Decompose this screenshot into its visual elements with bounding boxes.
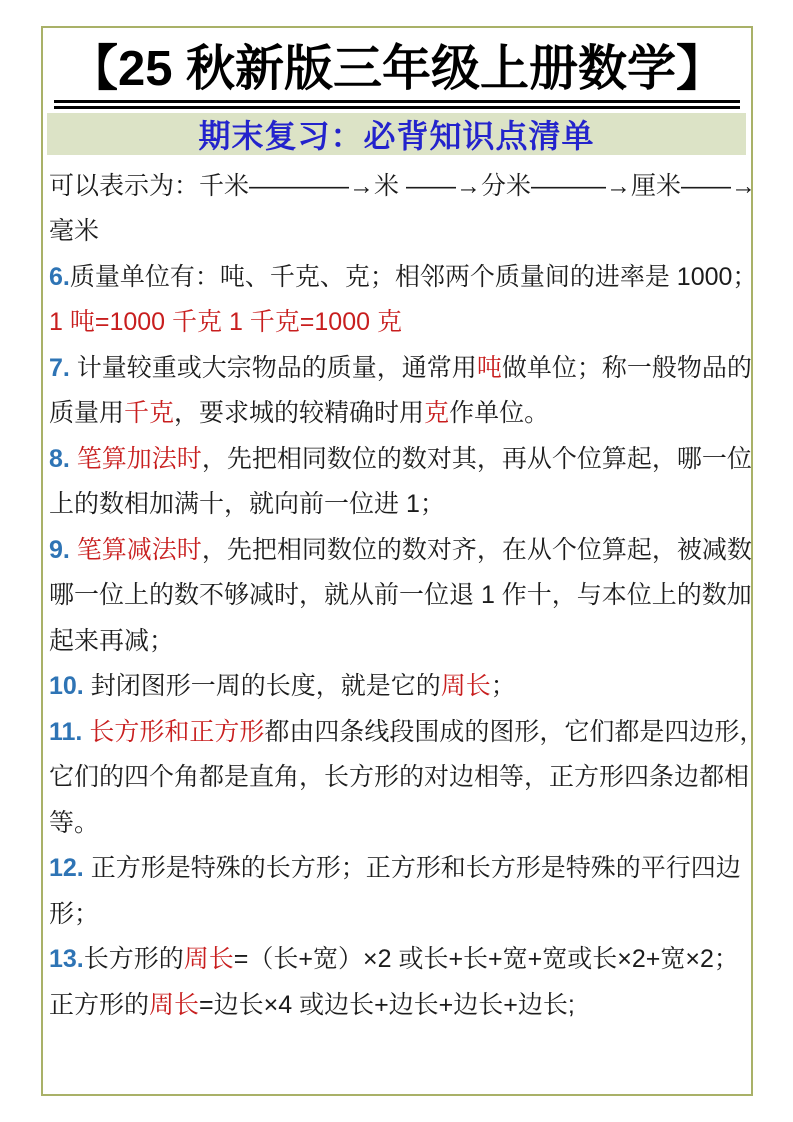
body-text-segment: =（长+宽）×2 或长+长+宽+宽或长×2+宽×2； <box>233 945 739 974</box>
body-text-segment: 形； <box>49 899 100 928</box>
text-line <box>49 755 750 801</box>
body-text-segment: 做单位；称一般物品的 <box>501 353 752 382</box>
body-text-segment: 可以表示为：千米————→米 ——→分米———→厘米——→ <box>49 171 756 200</box>
text-line <box>49 482 745 528</box>
knowledge-points-list <box>49 164 765 1029</box>
item-number: 8. <box>49 444 77 473</box>
body-text-segment: 起来再减； <box>49 626 175 655</box>
text-line <box>49 255 758 301</box>
body-text-segment: 长方形的 <box>83 945 184 974</box>
body-text-segment: 哪一位上的数不够减时，就从前一位退 1 作十，与本位上的数加 <box>49 581 752 610</box>
text-line <box>49 209 745 255</box>
highlight-text: 周长 <box>440 672 491 701</box>
body-text-segment: 上的数相加满十，就向前一位进 1； <box>49 490 445 519</box>
text-line <box>49 664 745 710</box>
highlight-text: 周长 <box>183 945 234 974</box>
body-text-segment: =边长×4 或边长+边长+边长+边长; <box>199 990 575 1019</box>
body-text-segment: 封闭图形一周的长度，就是它的 <box>90 672 441 701</box>
highlight-text: 笔算减法时 <box>76 535 202 564</box>
text-line <box>49 391 745 437</box>
highlight-text: 克 <box>424 399 450 428</box>
text-line <box>49 573 752 619</box>
text-line <box>49 801 745 847</box>
highlight-text: 1 吨=1000 千克 1 千克=1000 克 <box>49 308 402 337</box>
body-text-segment: 等。 <box>49 808 100 837</box>
body-text-segment: 作单位。 <box>449 399 550 428</box>
body-text-segment: 正方形是特殊的长方形；正方形和长方形是特殊的平行四边 <box>90 854 741 883</box>
item-number: 11. <box>49 717 90 746</box>
body-text-segment: ； <box>490 672 516 701</box>
text-line <box>49 346 752 392</box>
highlight-text: 笔算加法时 <box>76 444 202 473</box>
page-title: 【25 秋新版三年级上册数学】 <box>54 42 740 109</box>
highlight-text: 吨 <box>476 353 502 382</box>
item-number: 9. <box>49 535 77 564</box>
body-text-segment: 质量单位有：吨、千克、克；相邻两个质量间的进率是 1000； <box>69 262 758 291</box>
text-line <box>49 528 752 574</box>
body-text-segment: 计量较重或大宗物品的质量，通常用 <box>76 353 477 382</box>
item-number: 12. <box>49 854 91 883</box>
body-text-segment: ，先把相同数位的数对齐，在从个位算起，被减数 <box>201 535 752 564</box>
content-frame <box>41 26 765 1096</box>
text-line <box>49 164 756 210</box>
text-line <box>49 846 745 892</box>
item-number: 13. <box>49 945 84 974</box>
body-text-segment: 它们的四个角都是直角，长方形的对边相等，正方形四条边都相 <box>49 763 750 792</box>
text-line <box>49 619 745 665</box>
body-text-segment: ，要求城的较精确时用 <box>174 399 425 428</box>
text-line <box>49 437 752 483</box>
text-line <box>49 937 745 983</box>
text-line <box>49 892 745 938</box>
text-line <box>49 300 745 346</box>
body-text-segment: 都由四条线段围成的图形，它们都是四边形， <box>264 717 765 746</box>
subtitle-band <box>47 113 746 155</box>
text-line <box>49 983 745 1029</box>
item-number: 7. <box>49 353 77 382</box>
page-subtitle: 期末复习：必背知识点清单 <box>198 117 595 154</box>
body-text-segment: 毫米 <box>49 217 100 246</box>
highlight-text: 周长 <box>149 990 200 1019</box>
item-number: 10. <box>49 672 91 701</box>
body-text-segment: ，先把相同数位的数对其，再从个位算起，哪一位 <box>201 444 752 473</box>
highlight-text: 千克 <box>124 399 175 428</box>
text-line <box>49 710 765 756</box>
item-number: 6. <box>49 262 70 291</box>
body-text-segment: 质量用 <box>49 399 125 428</box>
highlight-text: 长方形和正方形 <box>89 717 265 746</box>
body-text-segment: 正方形的 <box>49 990 150 1019</box>
